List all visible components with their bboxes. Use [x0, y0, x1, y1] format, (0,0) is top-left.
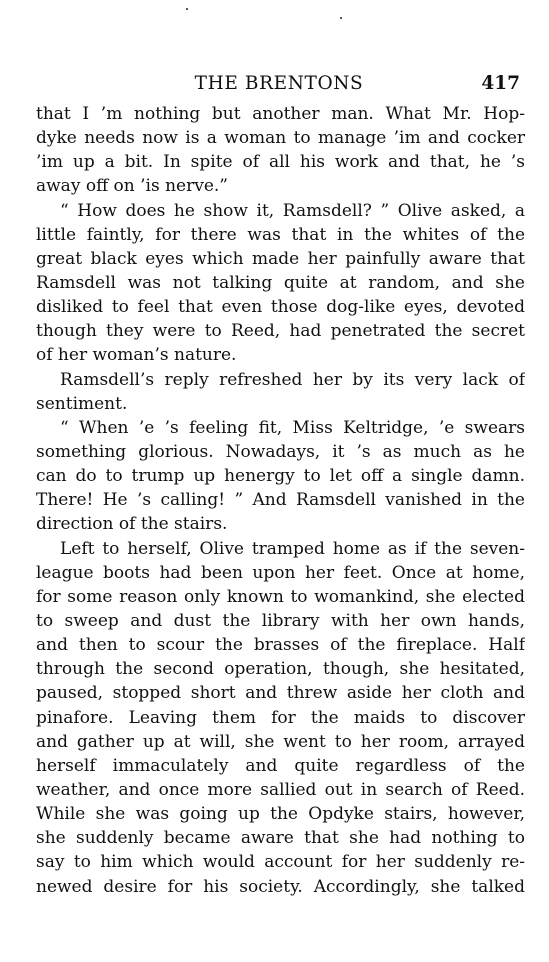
text-line: something glorious. Nowadays, it ’s as much as he — [36, 441, 525, 462]
text-line: to sweep and dust the library with her own hands, — [36, 610, 525, 631]
page-number: 417 — [481, 73, 520, 94]
text-line: for some reason only known to womankind, she elected — [36, 586, 525, 607]
text-line: pinafore. Leaving them for the maids to discover — [36, 707, 525, 728]
ink-speck — [186, 8, 188, 10]
text-line: ’im up a bit. In spite of all his work and that, he ’s — [36, 152, 525, 173]
text-line: little faintly, for there was that in the whites of the — [36, 224, 525, 245]
text-line: though they were to Reed, had penetrated the secret — [36, 321, 525, 342]
running-title: THE BRENTONS — [194, 73, 364, 94]
text-line: dyke needs now is a woman to manage ’im and cocker — [36, 128, 525, 149]
text-line: away off on ’is nerve.” — [36, 176, 228, 197]
text-line: that I ’m nothing but another man. What Mr. Hop- — [36, 104, 525, 124]
text-line: Left to herself, Olive tramped home as if the seven- — [60, 538, 525, 559]
text-line: can do to trump up henergy to let off a single damn. — [36, 466, 525, 487]
text-line: say to him which would account for her suddenly re- — [36, 852, 525, 873]
text-line: “ How does he show it, Ramsdell? ” Olive asked, a — [60, 200, 525, 221]
text-line: herself immaculately and quite regardless of the — [36, 755, 525, 776]
text-line: she suddenly became aware that she had nothing to — [36, 828, 525, 849]
text-line: newed desire for his society. Accordingly, she talked — [36, 876, 525, 897]
text-line: direction of the stairs. — [36, 514, 228, 535]
text-line: weather, and once more sallied out in search of Reed. — [36, 779, 525, 800]
text-line: sentiment. — [36, 393, 128, 414]
text-line: and gather up at will, she went to her room, arrayed — [36, 731, 525, 752]
body-text — [36, 102, 525, 899]
text-line: and then to scour the brasses of the fireplace. Half — [36, 635, 525, 656]
text-line: While she was going up the Opdyke stairs, however, — [36, 804, 525, 825]
text-line: “ When ’e ’s feeling fit, Miss Keltridge, ’e swears — [60, 417, 525, 438]
text-line: disliked to feel that even those dog-like eyes, devoted — [36, 297, 525, 318]
text-line: league boots had been upon her feet. Once at home, — [36, 562, 525, 583]
text-line: through the second operation, though, she hesitated, — [36, 659, 525, 680]
text-line: Ramsdell’s reply refreshed her by its very lack of — [60, 369, 525, 390]
text-line: great black eyes which made her painfully aware that — [36, 248, 525, 269]
ink-speck — [340, 17, 342, 19]
text-line: paused, stopped short and threw aside her cloth and — [36, 683, 525, 704]
text-line: There! He ’s calling! ” And Ramsdell vanished in the — [36, 490, 525, 511]
page-header — [36, 70, 522, 98]
text-line: Ramsdell was not talking quite at random, and she — [36, 272, 525, 293]
text-line: of her woman’s nature. — [36, 345, 237, 366]
